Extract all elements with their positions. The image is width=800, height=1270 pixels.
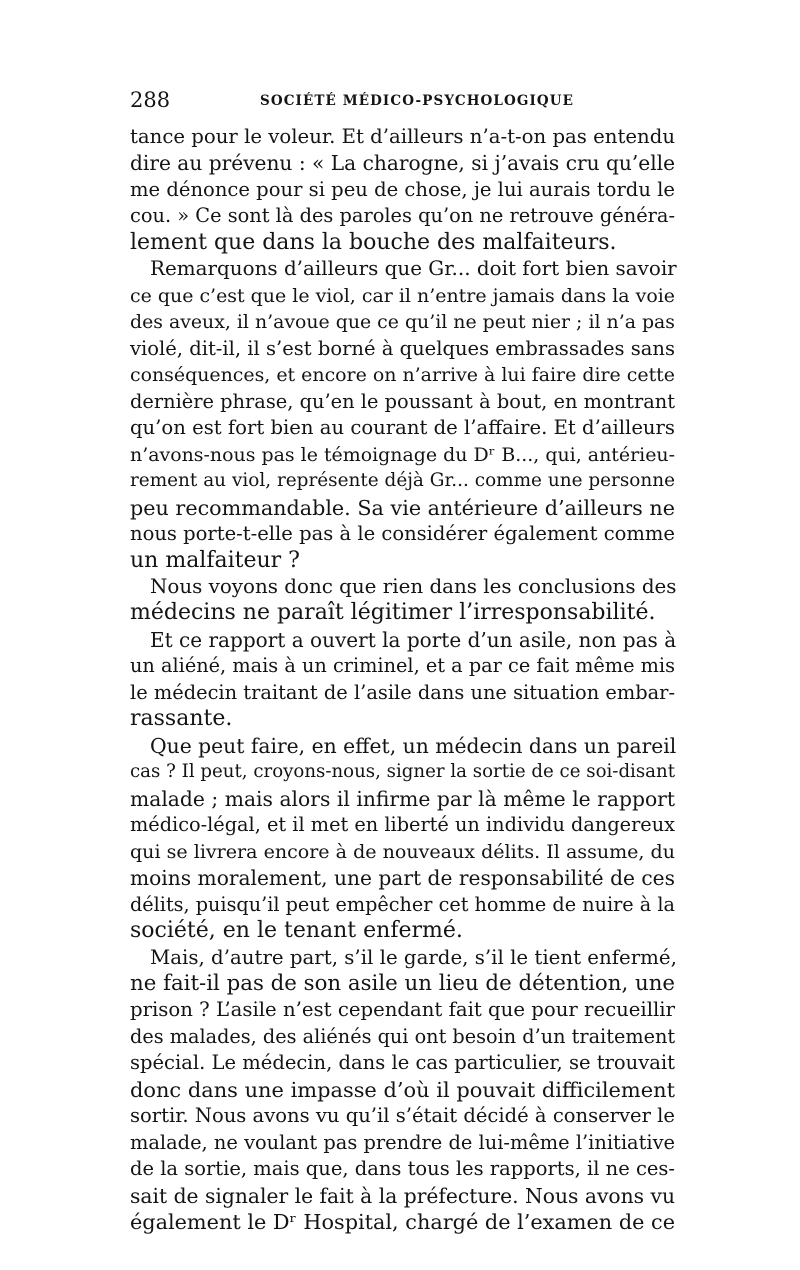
text-line: également le Dʳ Hospital, chargé de l’examen de ce <box>130 1210 675 1235</box>
text-line: qui se livrera encore à de nouveaux délits. Il assume, du <box>130 840 675 863</box>
text-line: de la sortie, mais que, dans tous les rapports, il ne ces- <box>130 1157 675 1181</box>
text-line: conséquences, et encore on n’arrive à lui faire dire cette <box>130 364 675 387</box>
text-line: ne fait-il pas de son asile un lieu de détention, une <box>130 971 676 996</box>
body-text <box>130 124 675 1236</box>
text-line: nous porte-t-elle pas à le considérer également comme <box>130 522 675 546</box>
text-line: me dénonce pour si peu de chose, je lui aurais tordu le <box>130 177 675 201</box>
text-line: sortir. Nous avons vu qu’il s’était décidé à conserver le <box>130 1104 675 1128</box>
text-line: cas ? Il peut, croyons-nous, signer la sortie de ce soi-disant <box>130 761 675 783</box>
text-line: malade ; mais alors il infirme par là même le rapport <box>130 786 675 811</box>
paragraph-start-line: Remarquons d’ailleurs que Gr... doit fort bien savoir <box>150 257 677 281</box>
text-line: qu’on est fort bien au courant de l’affaire. Et d’ailleurs <box>130 416 675 440</box>
text-line: des aveux, il n’avoue que ce qu’il ne peut nier ; il n’a pas <box>130 311 675 334</box>
paragraph-start-line: Nous voyons donc que rien dans les conclusions des <box>150 574 677 598</box>
text-line: délits, puisqu’il peut empêcher cet homme de nuire à la <box>130 892 675 916</box>
text-line: violé, dit-il, il s’est borné à quelques embrassades sans <box>130 336 675 360</box>
paragraph-start-line: Que peut faire, en effet, un médecin dans un pareil <box>150 733 677 758</box>
text-line: prison ? L’asile n’est cependant fait que pour recueillir <box>130 998 675 1022</box>
text-line: malade, ne voulant pas prendre de lui-même l’initiative <box>130 1130 675 1154</box>
text-line: un aliéné, mais à un criminel, et a par ce fait même mis <box>130 654 675 678</box>
text-line: des malades, des aliénés qui ont besoin d’un traitement <box>130 1024 676 1048</box>
text-line: n’avons-nous pas le témoignage du Dʳ B..., qui, antérieu- <box>130 443 675 466</box>
text-line: médecins ne paraît légitimer l’irresponsabilité. <box>130 600 656 626</box>
text-line: spécial. Le médecin, dans le cas particulier, se trouvait <box>130 1051 675 1075</box>
text-line: dernière phrase, qu’en le poussant à bout, en montrant <box>130 389 675 413</box>
text-line: société, en le tenant enfermé. <box>130 918 463 944</box>
text-line: moins moralement, une part de responsabilité de ces <box>130 866 675 891</box>
text-line: cou. » Ce sont là des paroles qu’on ne retrouve généra- <box>130 204 675 228</box>
text-line: rement au viol, représente déjà Gr... comme une personne <box>130 470 675 492</box>
page-number: 288 <box>130 88 171 112</box>
text-line: ce que c’est que le viol, car il n’entre jamais dans la voie <box>130 284 675 307</box>
text-line: médico-légal, et il met en liberté un individu dangereux <box>130 813 675 837</box>
text-line: un malfaiteur ? <box>130 547 300 573</box>
text-line: tance pour le voleur. Et d’ailleurs n’a-t-on pas entendu <box>130 125 676 148</box>
text-line: peu recommandable. Sa vie antérieure d’ailleurs ne <box>130 495 675 520</box>
text-line: rassante. <box>130 706 233 732</box>
paragraph-start-line: Et ce rapport a ouvert la porte d’un asile, non pas à <box>150 627 677 652</box>
text-line: lement que dans la bouche des malfaiteurs. <box>130 229 617 255</box>
text-line: le médecin traitant de l’asile dans une situation embar- <box>130 680 675 704</box>
page-header <box>130 88 675 112</box>
paragraph-start-line: Mais, d’autre part, s’il le garde, s’il le tient enfermé, <box>150 945 677 969</box>
running-head: SOCIÉTÉ MÉDICO-PSYCHOLOGIQUE <box>260 93 575 109</box>
text-line: sait de signaler le fait à la préfecture. Nous avons vu <box>130 1183 675 1208</box>
text-line: donc dans une impasse d’où il pouvait difficilement <box>130 1077 675 1102</box>
text-line: dire au prévenu : « La charogne, si j’avais cru qu’elle <box>130 151 675 176</box>
